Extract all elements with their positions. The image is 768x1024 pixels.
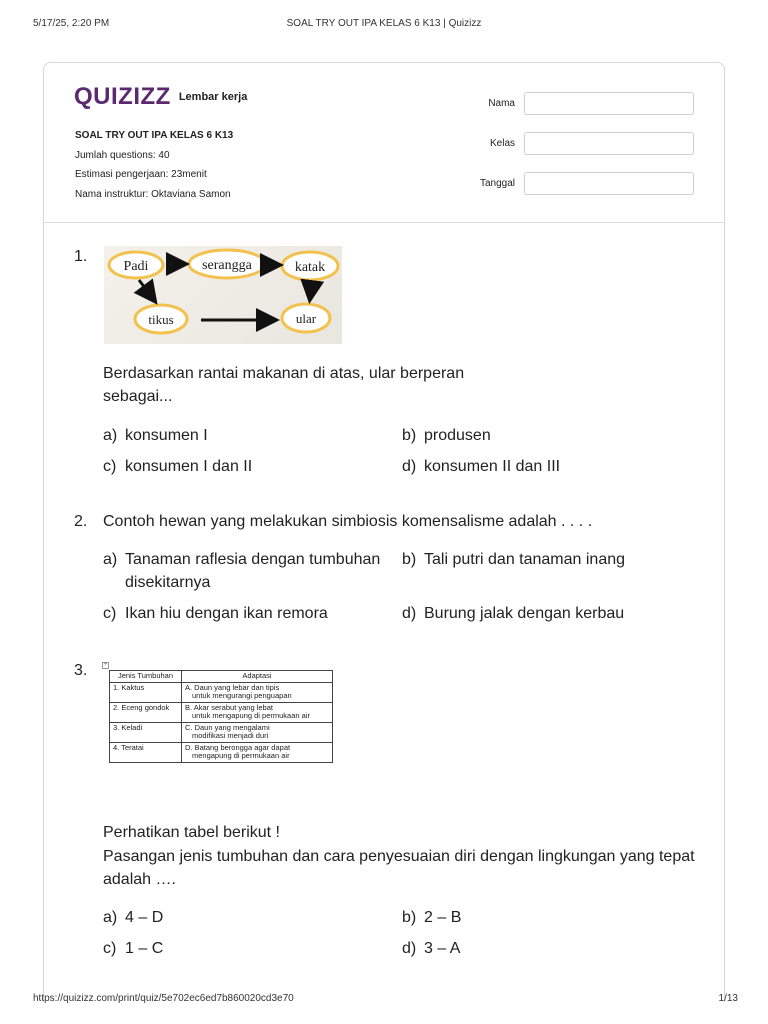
table-cell: 3. Keladi xyxy=(110,722,182,742)
cell-line: B. Akar serabut yang lebat xyxy=(185,702,273,712)
question-3-number: 3. xyxy=(74,662,88,679)
question-3-text-2: Pasangan jenis tumbuhan dan cara penyesuaian diri dengan lingkungan yang tepat adalah …. xyxy=(103,848,695,888)
option-letter: d) xyxy=(402,458,417,475)
option-text: produsen xyxy=(424,427,491,444)
option-letter: c) xyxy=(103,940,117,957)
question-3-option-a[interactable] xyxy=(103,906,393,929)
option-text: Tali putri dan tanaman inang xyxy=(424,551,626,568)
table-header-jenis: Jenis Tumbuhan xyxy=(110,671,182,683)
option-text: Burung jalak dengan kerbau xyxy=(424,605,625,622)
option-text: 1 – C xyxy=(125,940,164,957)
option-text: konsumen II dan III xyxy=(424,458,561,475)
table-row xyxy=(110,742,333,762)
table-cell xyxy=(182,702,333,722)
print-page-title: SOAL TRY OUT IPA KELAS 6 K13 | Quizizz xyxy=(286,18,482,29)
katak-label: katak xyxy=(294,260,326,275)
food-chain-diagram xyxy=(104,246,342,344)
table-row xyxy=(110,722,333,742)
kelas-input[interactable] xyxy=(524,132,694,155)
question-2-option-b[interactable] xyxy=(402,548,702,571)
question-1-option-a[interactable] xyxy=(103,424,393,447)
print-url: https://quizizz.com/print/quiz/5e702ec6ed7b860020cd3e70 xyxy=(33,993,294,1004)
option-letter: b) xyxy=(402,427,417,444)
cell-line: mengapung di permukaan air xyxy=(192,751,290,760)
serangga-label: serangga xyxy=(202,258,252,273)
instructor-name: Nama instruktur: Oktaviana Samon xyxy=(75,188,231,200)
option-text: Ikan hiu dengan ikan remora xyxy=(125,605,328,622)
option-letter: b) xyxy=(402,551,417,568)
question-2-number: 2. xyxy=(74,513,88,530)
worksheet-header xyxy=(44,63,724,223)
option-letter: d) xyxy=(402,940,417,957)
question-1-option-d[interactable] xyxy=(402,455,702,478)
estimated-duration: Estimasi pengerjaan: 23menit xyxy=(75,169,207,180)
ular-label: ular xyxy=(295,311,317,326)
print-footer xyxy=(0,993,768,1007)
tanggal-input[interactable] xyxy=(524,172,694,195)
table-cell: 1. Kaktus xyxy=(110,682,182,702)
print-header xyxy=(0,18,768,32)
option-text: 3 – A xyxy=(424,940,461,957)
option-letter: b) xyxy=(402,909,417,926)
question-3-option-d[interactable] xyxy=(402,937,702,960)
table-row xyxy=(110,682,333,702)
cell-line: D. Batang berongga agar dapat xyxy=(185,742,291,752)
cell-line: untuk mengurangi penguapan xyxy=(192,691,292,700)
table-cell xyxy=(182,722,333,742)
question-2-text: Contoh hewan yang melakukan simbiosis komensalisme adalah . . . . xyxy=(103,513,593,530)
food-chain-image xyxy=(104,246,342,344)
padi-label: Padi xyxy=(123,259,149,274)
table-cell xyxy=(182,682,333,702)
quiz-title: SOAL TRY OUT IPA KELAS 6 K13 xyxy=(75,130,234,141)
kelas-label: Kelas xyxy=(489,138,515,149)
arrow-padi-tikus xyxy=(139,280,154,300)
table-header-row xyxy=(110,671,333,683)
student-fields xyxy=(44,63,724,223)
option-letter: a) xyxy=(103,909,118,926)
adaptation-table xyxy=(109,670,333,763)
question-1-option-c[interactable] xyxy=(103,455,393,478)
question-2-option-c[interactable] xyxy=(103,602,395,625)
question-1-option-b[interactable] xyxy=(402,424,702,447)
arrow-katak-ular xyxy=(310,282,312,298)
question-2-option-d[interactable] xyxy=(402,602,702,625)
tanggal-label: Tanggal xyxy=(479,178,515,189)
option-letter: c) xyxy=(103,458,117,475)
worksheet-label: Lembar kerja xyxy=(178,91,248,103)
question-3-text-1: Perhatikan tabel berikut ! xyxy=(103,824,280,841)
tikus-label: tikus xyxy=(148,312,174,327)
question-3-option-c[interactable] xyxy=(103,937,393,960)
question-count: Jumlah questions: 40 xyxy=(75,149,170,161)
table-cell: 4. Teratai xyxy=(110,742,182,762)
option-text: 2 – B xyxy=(424,909,462,926)
question-3-option-b[interactable] xyxy=(402,906,702,929)
option-text: Tanaman raflesia dengan tumbuhan disekitarnya xyxy=(125,551,381,591)
cell-line: modifikasi menjadi duri xyxy=(192,731,269,740)
option-text: konsumen I xyxy=(125,427,208,444)
question-1-number: 1. xyxy=(74,248,88,265)
quizizz-logo: QUIZIZZ xyxy=(74,83,171,110)
table-header-adaptasi: Adaptasi xyxy=(182,671,333,683)
table-row xyxy=(110,702,333,722)
print-datetime: 5/17/25, 2:20 PM xyxy=(33,18,110,29)
page-number: 1/13 xyxy=(718,993,738,1004)
cell-line: A. Daun yang lebar dan tipis xyxy=(185,682,280,692)
cell-line: untuk mengapung di permukaan air xyxy=(192,711,310,720)
option-text: 4 – D xyxy=(125,909,164,926)
option-letter: a) xyxy=(103,551,118,568)
nama-label: Nama xyxy=(488,98,515,109)
nama-input[interactable] xyxy=(524,92,694,115)
question-1-text: Berdasarkan rantai makanan di atas, ular berperan sebagai... xyxy=(103,365,465,405)
table-cell: 2. Eceng gondok xyxy=(110,702,182,722)
table-move-handle: + xyxy=(103,662,108,668)
option-letter: c) xyxy=(103,605,117,622)
option-text: konsumen I dan II xyxy=(125,458,253,475)
cell-line: C. Daun yang mengalami xyxy=(185,722,270,732)
question-2-option-a[interactable] xyxy=(103,548,395,594)
table-cell xyxy=(182,742,333,762)
option-letter: a) xyxy=(103,427,118,444)
option-letter: d) xyxy=(402,605,417,622)
